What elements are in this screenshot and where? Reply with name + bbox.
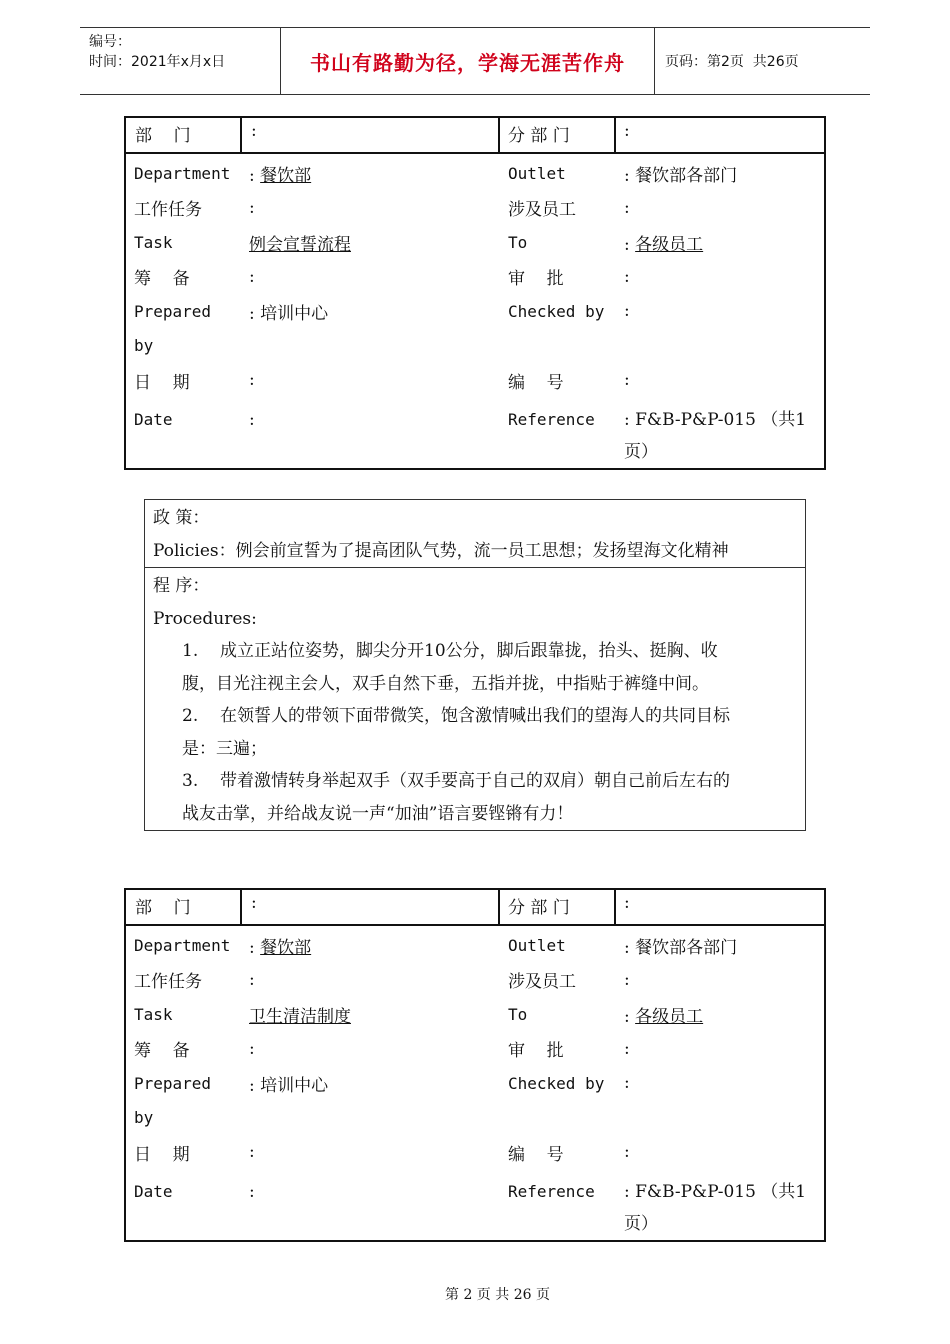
procedure-label: Procedures: bbox=[153, 608, 257, 629]
dept-label: 部 门 bbox=[126, 890, 242, 924]
policy-box bbox=[144, 499, 806, 831]
colon: : bbox=[624, 234, 630, 255]
form-row bbox=[126, 1170, 824, 1234]
row-label: 编 号 bbox=[508, 1144, 564, 1165]
dept-label: 部 门 bbox=[126, 118, 242, 152]
form-row bbox=[126, 225, 824, 260]
form-row bbox=[126, 1135, 824, 1170]
doc-time: 时间：2021年x月x日 bbox=[89, 54, 226, 70]
header-meta bbox=[80, 28, 281, 94]
row-label: by bbox=[134, 336, 154, 356]
colon: : bbox=[249, 1181, 255, 1202]
row-label: Department bbox=[134, 935, 231, 955]
row-label: 涉及员工 bbox=[508, 200, 576, 221]
colon: : bbox=[624, 1006, 630, 1027]
procedure-step-cont: 腹，目光注视主会人，双手自然下垂，五指并拢，中指贴于裤缝中间。 bbox=[182, 673, 709, 694]
colon: : bbox=[624, 301, 630, 322]
subdept-label: 分 部 门 bbox=[500, 118, 616, 152]
form-row bbox=[126, 1101, 824, 1136]
colon: : bbox=[249, 370, 255, 391]
form-row bbox=[126, 329, 824, 364]
page-footer: 第 2 页 共 26 页 bbox=[445, 1287, 550, 1303]
step-number: 3. bbox=[182, 771, 199, 791]
row-value bbox=[241, 1176, 499, 1208]
row-value bbox=[614, 404, 824, 468]
colon: : bbox=[249, 1142, 255, 1163]
form-row bbox=[126, 260, 824, 295]
row-value bbox=[614, 1002, 824, 1027]
colon: : bbox=[624, 937, 630, 958]
row-value bbox=[241, 161, 499, 186]
row-label: Task bbox=[134, 232, 173, 252]
row-value bbox=[614, 198, 824, 218]
row-value bbox=[241, 1039, 499, 1059]
colon: : bbox=[624, 1038, 630, 1059]
reference-value: F&B-P&P-015 （共1页） bbox=[624, 1181, 807, 1234]
row-value bbox=[614, 267, 824, 287]
form-row bbox=[126, 928, 824, 963]
row-label: 编 号 bbox=[508, 372, 564, 393]
procedure-step-cont: 战友击掌，并给战友说一声“加油”语言要铿锵有力！ bbox=[182, 803, 574, 824]
colon: : bbox=[249, 1075, 255, 1096]
row-value bbox=[614, 970, 824, 990]
row-label: 工作任务 bbox=[134, 200, 202, 221]
policy-title: 政 策： bbox=[153, 508, 210, 528]
form-row bbox=[126, 1066, 824, 1101]
row-label: Date bbox=[134, 409, 173, 429]
row-label: 审 批 bbox=[508, 269, 564, 290]
subdept-value: : bbox=[624, 121, 630, 141]
row-value bbox=[241, 267, 499, 287]
colon: : bbox=[249, 165, 255, 186]
row-label: 筹 备 bbox=[134, 1041, 190, 1062]
row-label: Checked by bbox=[508, 1073, 605, 1093]
procedure-section bbox=[145, 567, 805, 830]
form-row bbox=[126, 191, 824, 226]
procedure-step bbox=[153, 765, 797, 798]
step-number: 1. bbox=[182, 641, 199, 661]
procedure-step bbox=[153, 635, 797, 668]
colon: : bbox=[624, 969, 630, 990]
form-row bbox=[126, 398, 824, 462]
row-value bbox=[614, 1039, 824, 1059]
row-value bbox=[241, 299, 499, 324]
form-row bbox=[126, 363, 824, 398]
colon: : bbox=[624, 1181, 630, 1202]
task-form-2 bbox=[124, 888, 826, 1242]
colon: : bbox=[624, 1142, 630, 1163]
row-label: To bbox=[508, 232, 528, 252]
row-value bbox=[241, 198, 499, 218]
outlet-value: 餐饮部各部门 bbox=[635, 937, 738, 958]
reference-value: F&B-P&P-015 （共1页） bbox=[624, 409, 807, 462]
header-motto: 书山有路勤为径，学海无涯苦作舟 bbox=[281, 28, 655, 94]
outlet-value: 餐饮部各部门 bbox=[635, 165, 738, 186]
colon: : bbox=[249, 266, 255, 287]
procedure-step bbox=[153, 700, 797, 733]
row-label: 日 期 bbox=[134, 372, 190, 393]
colon: : bbox=[249, 937, 255, 958]
row-label: Task bbox=[134, 1004, 173, 1024]
row-value bbox=[241, 370, 499, 390]
row-value bbox=[614, 370, 824, 390]
colon: : bbox=[624, 1073, 630, 1094]
form-body bbox=[126, 154, 824, 468]
task-form-1 bbox=[124, 116, 826, 470]
row-value bbox=[241, 933, 499, 958]
form-head bbox=[126, 890, 824, 926]
colon: : bbox=[624, 409, 630, 430]
row-value bbox=[614, 1073, 824, 1093]
page-header bbox=[80, 27, 870, 95]
form-row bbox=[126, 997, 824, 1032]
colon: : bbox=[249, 197, 255, 218]
step-text: 成立正站位姿势，脚尖分开10公分，脚后跟靠拢，抬头、挺胸、收 bbox=[220, 641, 718, 661]
row-label: To bbox=[508, 1004, 528, 1024]
row-label: 涉及员工 bbox=[508, 972, 576, 993]
row-label: by bbox=[134, 1108, 154, 1128]
row-value bbox=[614, 1176, 824, 1240]
procedure-title: 程 序： bbox=[153, 576, 210, 596]
procedure-step-cont: 是：三遍； bbox=[182, 738, 267, 759]
form-body bbox=[126, 926, 824, 1240]
row-label: Prepared bbox=[134, 1073, 212, 1093]
row-value bbox=[614, 230, 824, 255]
colon: : bbox=[624, 266, 630, 287]
task-value: 卫生清洁制度 bbox=[249, 1006, 351, 1027]
to-value: 各级员工 bbox=[635, 234, 704, 255]
colon: : bbox=[624, 197, 630, 218]
form-row bbox=[126, 963, 824, 998]
doc-number-label: 编号： bbox=[89, 34, 131, 50]
row-label: Reference bbox=[508, 1181, 595, 1201]
row-label: 审 批 bbox=[508, 1041, 564, 1062]
row-value bbox=[241, 1002, 499, 1027]
form-row bbox=[126, 294, 824, 329]
row-label: 工作任务 bbox=[134, 972, 202, 993]
row-value bbox=[614, 161, 824, 186]
policy-section bbox=[145, 500, 805, 567]
dept-value: : bbox=[242, 890, 500, 924]
colon: : bbox=[249, 1038, 255, 1059]
step-text: 带着激情转身举起双手（双手要高于自己的双肩）朝自己前后左右的 bbox=[220, 771, 730, 791]
row-value bbox=[241, 970, 499, 990]
colon: : bbox=[249, 969, 255, 990]
row-value bbox=[241, 1071, 499, 1096]
row-label: Outlet bbox=[508, 163, 566, 183]
task-value: 例会宣誓流程 bbox=[249, 234, 351, 255]
row-label: Outlet bbox=[508, 935, 566, 955]
row-value bbox=[614, 1142, 824, 1162]
colon: : bbox=[624, 165, 630, 186]
department-value: 餐饮部 bbox=[260, 165, 312, 186]
department-value: 餐饮部 bbox=[260, 937, 312, 958]
to-value: 各级员工 bbox=[635, 1006, 704, 1027]
form-head bbox=[126, 118, 824, 154]
colon: : bbox=[249, 303, 255, 324]
subdept-label: 分 部 门 bbox=[500, 890, 616, 924]
row-value bbox=[241, 404, 499, 436]
step-text: 在领誓人的带领下面带微笑，饱含激情喊出我们的望海人的共同目标 bbox=[220, 706, 730, 726]
row-label: 筹 备 bbox=[134, 269, 190, 290]
policy-text: Policies：例会前宣誓为了提高团队气势，流一员工思想；发扬望海文化精神 bbox=[153, 540, 729, 561]
prepared-value: 培训中心 bbox=[260, 1075, 329, 1096]
row-label: Prepared bbox=[134, 301, 212, 321]
form-row bbox=[126, 1032, 824, 1067]
row-value bbox=[614, 933, 824, 958]
row-label: Checked by bbox=[508, 301, 605, 321]
dept-value: : bbox=[242, 118, 500, 152]
subdept-value: : bbox=[624, 893, 630, 913]
form-row bbox=[126, 156, 824, 191]
colon: : bbox=[249, 409, 255, 430]
row-label: Reference bbox=[508, 409, 595, 429]
prepared-value: 培训中心 bbox=[260, 303, 329, 324]
row-label: Date bbox=[134, 1181, 173, 1201]
row-value bbox=[241, 230, 499, 255]
colon: : bbox=[624, 370, 630, 391]
row-label: Department bbox=[134, 163, 231, 183]
row-value bbox=[614, 301, 824, 321]
row-value bbox=[241, 1142, 499, 1162]
row-label: 日 期 bbox=[134, 1144, 190, 1165]
header-page-info: 页码：第2页 共26页 bbox=[665, 54, 799, 70]
step-number: 2. bbox=[182, 706, 199, 726]
